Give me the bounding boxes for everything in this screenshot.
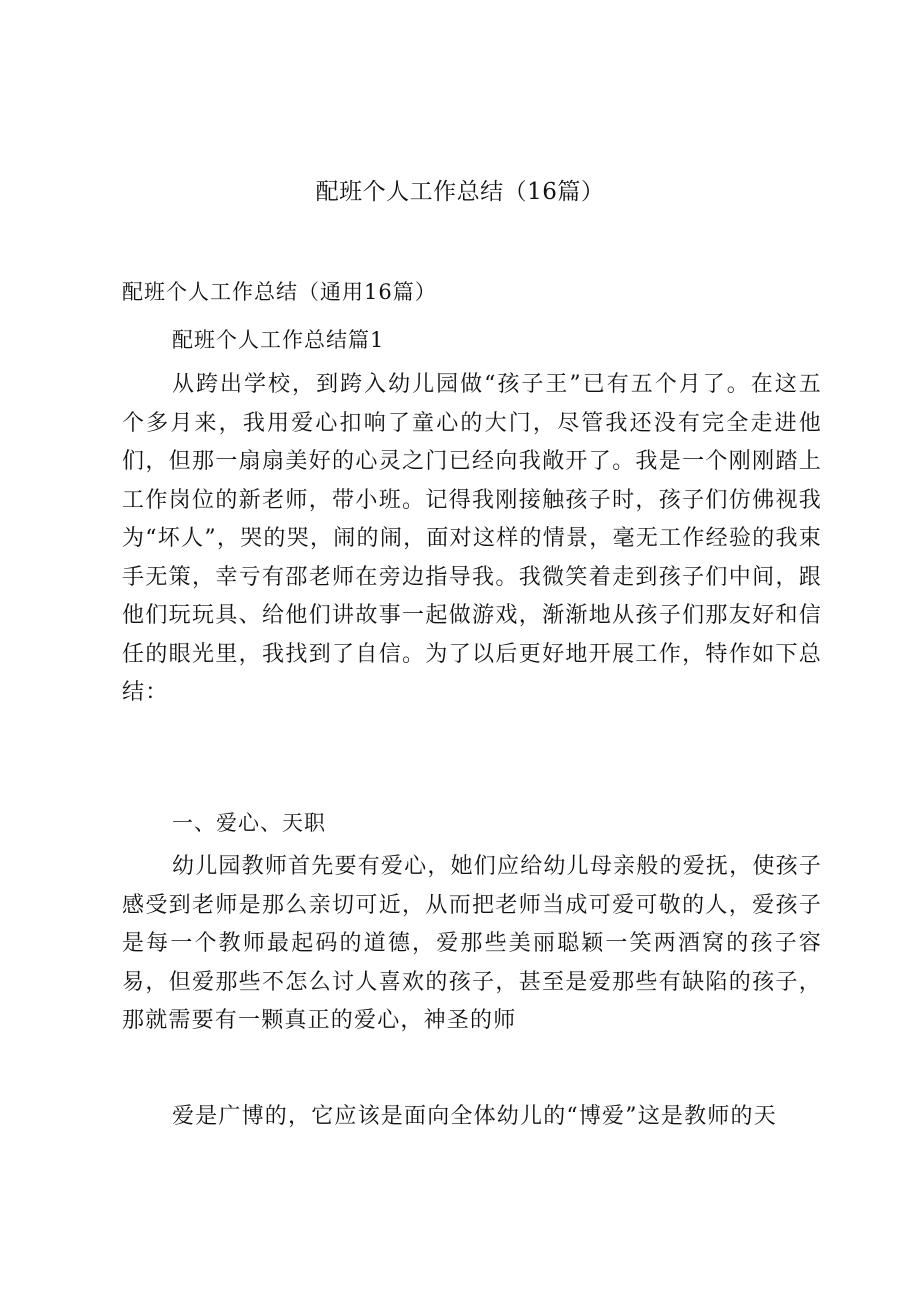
document-subtitle: 配班个人工作总结（通用16篇） <box>122 280 437 304</box>
section-heading-love-duty: 一、爱心、天职 <box>172 811 326 835</box>
document-title: 配班个人工作总结（16篇） <box>315 179 605 205</box>
article-heading: 配班个人工作总结篇1 <box>172 328 385 352</box>
paragraph-intro: 从跨出学校，到跨入幼儿园做“孩子王”已有五个月了。在这五个多月来，我用爱心扣响了童心的大门，尽管我还没有完全走进他们，但那一扇扇美好的心灵之门已经向我敞开了。我是一个刚刚踏上工作岗位的新老师，带小班。记得我刚接触孩子时，孩子们仿佛视我为“坏人”，哭的哭，闹的闹，面对这样的情景，毫无工作经验的我束手无策，幸亏有邵老师在旁边指导我。我微笑着走到孩子们中间，跟他们玩玩具、给他们讲故事一起做游戏，渐渐地从孩子们那友好和信任的眼光里，我找到了自信。为了以后更好地开展工作，特作如下总结： <box>122 372 822 705</box>
paragraph-love: 幼儿园教师首先要有爱心，她们应给幼儿母亲般的爱抚，使孩子感受到老师是那么亲切可近，从而把老师当成可爱可敬的人，爱孩子是每一个教师最起码的道德，爱那些美丽聪颖一笑两酒窝的孩子容易，但爱那些不怎么讨人喜欢的孩子，甚至是爱那些有缺陷的孩子，那就需要有一颗真正的爱心，神圣的师 <box>122 854 822 1033</box>
paragraph-broad-love: 爱是广博的，它应该是面向全体幼儿的“博爱”这是教师的天 <box>172 1104 777 1129</box>
